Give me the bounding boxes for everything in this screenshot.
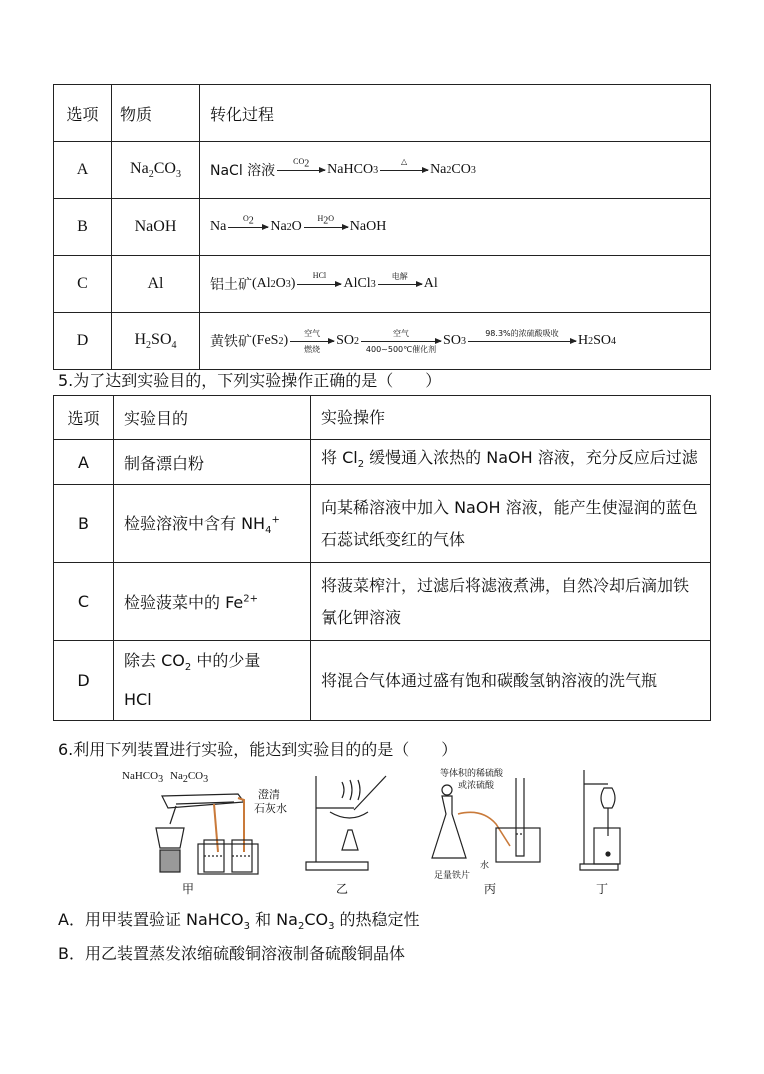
table-row (54, 641, 711, 721)
header-option: 选项 (54, 396, 114, 440)
row-purpose: 除去 $CO_2$ 中的少量 HCl (114, 641, 311, 721)
row-process: 铝土矿 (Al 2 O 3 ) HCl AlCl 3 电解 Al (200, 256, 711, 313)
row-purpose: 制备漂白粉 (114, 440, 311, 485)
row-substance: Al (112, 256, 200, 313)
header-purpose: 实验目的 (114, 396, 311, 440)
row-operation: 向某稀溶液中加入 NaOH 溶液，能产生使湿润的蓝色石蕊试纸变红的气体 (311, 485, 711, 563)
row-process: NaCl 溶液 $CO_2$ NaHCO 3 △ Na 2 CO 3 (200, 142, 711, 199)
apparatus-yi (306, 776, 386, 870)
label-water: 水 (480, 861, 490, 871)
label-bing: 丙 (484, 882, 497, 896)
apparatus-figure (118, 764, 638, 896)
apparatus-jia (156, 794, 258, 874)
table-row (54, 563, 711, 641)
row-substance: NaOH (112, 199, 200, 256)
row-option: D (54, 641, 114, 721)
conversion-table (53, 84, 711, 370)
table-row (54, 142, 711, 199)
row-option: D (54, 313, 112, 370)
row-process: 黄铁矿 (FeS 2 ) 空气 燃烧 SO 2 空气 400~500℃催化剂 SO 3 98.3%的浓硫酸吸收 H 2 SO 4 (200, 313, 711, 370)
reaction-arrow: 空气 燃烧 (290, 341, 334, 342)
table-header-row (54, 396, 711, 440)
header-process: 转化过程 (200, 85, 711, 142)
label-yi: 乙 (336, 882, 349, 896)
row-option: C (54, 256, 112, 313)
question-5-title: 5.为了达到实验目的，下列实验操作正确的是（ ） (58, 371, 442, 390)
header-operation: 实验操作 (311, 396, 711, 440)
row-option: A (54, 440, 114, 485)
reaction-arrow: 空气 400~500℃催化剂 (361, 341, 441, 342)
row-option: B (54, 485, 114, 563)
row-substance: $H_2SO_4$ (112, 313, 200, 370)
option-a: A．用甲装置验证 NaHCO$_3$ 和 $Na_2CO_3$ 的热稳定性 (58, 910, 420, 933)
row-operation: 将混合气体通过盛有饱和碳酸氢钠溶液的洗气瓶 (311, 641, 711, 721)
row-option: C (54, 563, 114, 641)
table-row (54, 256, 711, 313)
option-b: B．用乙装置蒸发浓缩硫酸铜溶液制备硫酸铜晶体 (58, 944, 405, 963)
label-jia: 甲 (182, 882, 195, 896)
table-header-row (54, 85, 711, 142)
row-purpose: 检验溶液中含有 $NH_4^+$ (114, 485, 311, 563)
row-process: Na $O_2$ Na 2 O $H_2O$ NaOH (200, 199, 711, 256)
label-acid-1: 等体积的稀硫酸 (440, 769, 504, 779)
label-iron: 足量铁片 (434, 871, 471, 881)
apparatus-ding (580, 770, 620, 870)
header-substance: 物质 (112, 85, 200, 142)
row-operation: 将 $Cl_2$ 缓慢通入浓热的 NaOH 溶液，充分反应后过滤 (311, 440, 711, 485)
experiment-table (53, 395, 711, 721)
reaction-arrow: △ (380, 170, 428, 171)
reaction-arrow: HCl (297, 284, 341, 285)
label-limewater-1: 澄清 (258, 788, 280, 801)
row-substance: $Na_2CO_3$ (112, 142, 200, 199)
label-nahco3: NaHCO$_3$ (122, 770, 164, 786)
reaction-arrow: 98.3%的浓硫酸吸收 (468, 341, 576, 342)
label-acid-2: 或浓硫酸 (458, 781, 495, 791)
table-row (54, 485, 711, 563)
table-row (54, 199, 711, 256)
label-ding: 丁 (596, 882, 609, 896)
row-option: B (54, 199, 112, 256)
row-purpose: 检验菠菜中的 $Fe^{2+}$ (114, 563, 311, 641)
table-row (54, 440, 711, 485)
row-option: A (54, 142, 112, 199)
table-row (54, 313, 711, 370)
reaction-arrow: $H_2O$ (304, 227, 348, 228)
reaction-arrow: $O_2$ (228, 227, 268, 228)
label-limewater-2: 石灰水 (254, 802, 287, 815)
row-operation: 将菠菜榨汁，过滤后将滤液煮沸，自然冷却后滴加铁氰化钾溶液 (311, 563, 711, 641)
reaction-arrow: 电解 (378, 284, 422, 285)
label-na2co3: $Na_2CO_3$ (170, 770, 209, 786)
header-option: 选项 (54, 85, 112, 142)
reaction-arrow: $CO_2$ (277, 170, 325, 171)
question-6-title: 6.利用下列装置进行实验，能达到实验目的的是（ ） (58, 740, 458, 759)
